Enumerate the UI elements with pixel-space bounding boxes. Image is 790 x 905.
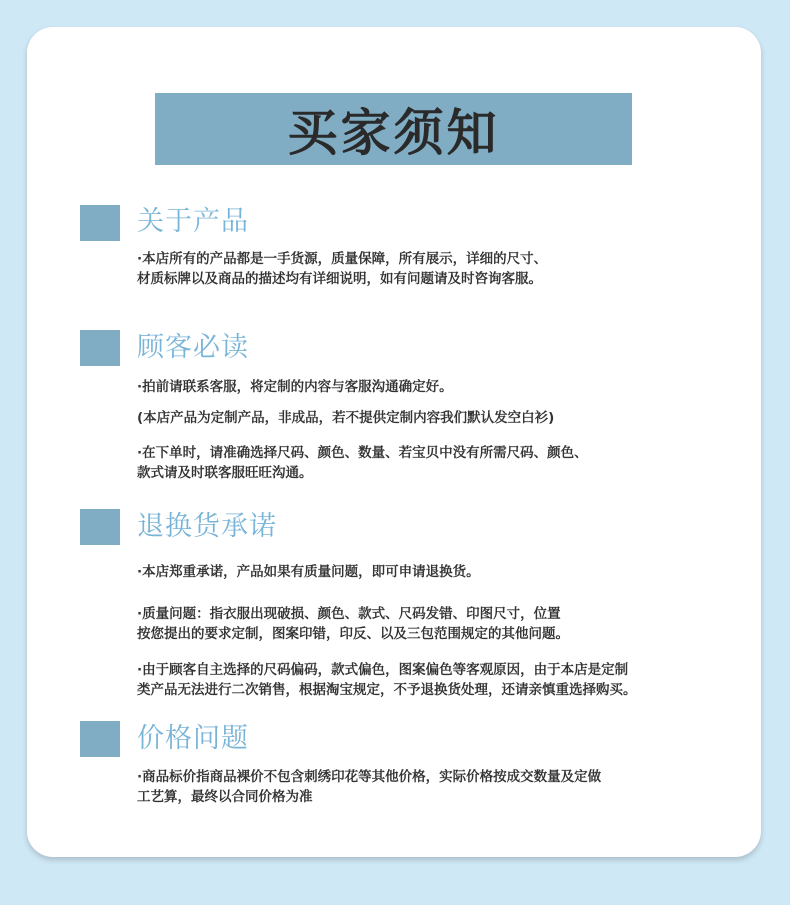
section-title-product: 关于产品 <box>137 206 249 237</box>
paragraph-line: 按您提出的要求定制，图案印错，印反、以及三包范围规定的其他问题。 <box>137 626 569 642</box>
paragraph-line: ·质量问题：指衣服出现破损、颜色、款式、尺码发错、印图尺寸，位置 <box>137 606 561 622</box>
section-paragraph <box>137 767 697 807</box>
section-marker <box>80 205 120 241</box>
section-paragraph <box>137 249 697 289</box>
section-marker <box>80 330 120 366</box>
section-paragraph <box>137 660 697 700</box>
section-title-returns: 退换货承诺 <box>137 511 277 542</box>
paragraph-line: ·由于顾客自主选择的尺码偏码，款式偏色，图案偏色等客观原因，由于本店是定制 <box>137 662 629 678</box>
paragraph-line: ·本店所有的产品都是一手货源，质量保障，所有展示，详细的尺寸、 <box>137 251 548 267</box>
paragraph-line: 款式请及时联客服旺旺沟通。 <box>137 465 313 481</box>
paragraph-line: ·商品标价指商品裸价不包含刺绣印花等其他价格，实际价格按成交数量及定做 <box>137 769 602 785</box>
title-banner <box>155 93 632 165</box>
paragraph-line: 工艺算，最终以合同价格为准 <box>137 789 313 805</box>
paragraph-line: ·在下单时，请准确选择尺码、颜色、数量、若宝贝中没有所需尺码、颜色、 <box>137 445 588 461</box>
section-paragraph <box>137 604 697 644</box>
section-marker <box>80 509 120 545</box>
banner-title: 买家须知 <box>287 104 500 162</box>
section-marker <box>80 721 120 757</box>
section-paragraph <box>137 562 697 582</box>
section-paragraph <box>137 377 697 397</box>
section-paragraph <box>137 408 697 428</box>
section-paragraph <box>137 443 697 483</box>
paragraph-line: 材质标牌以及商品的描述均有详细说明，如有问题请及时咨询客服。 <box>137 271 542 287</box>
paragraph-line: ·本店郑重承诺，产品如果有质量问题，即可申请退换货。 <box>137 564 480 580</box>
section-title-customer: 顾客必读 <box>137 332 249 363</box>
paragraph-line: ·拍前请联系客服，将定制的内容与客服沟通确定好。 <box>137 379 453 395</box>
section-title-price: 价格问题 <box>137 723 249 754</box>
paragraph-line: (本店产品为定制产品，非成品，若不提供定制内容我们默认发空白衫) <box>137 410 555 426</box>
paragraph-line: 类产品无法进行二次销售，根据淘宝规定，不予退换货处理，还请亲慎重选择购买。 <box>137 682 637 698</box>
